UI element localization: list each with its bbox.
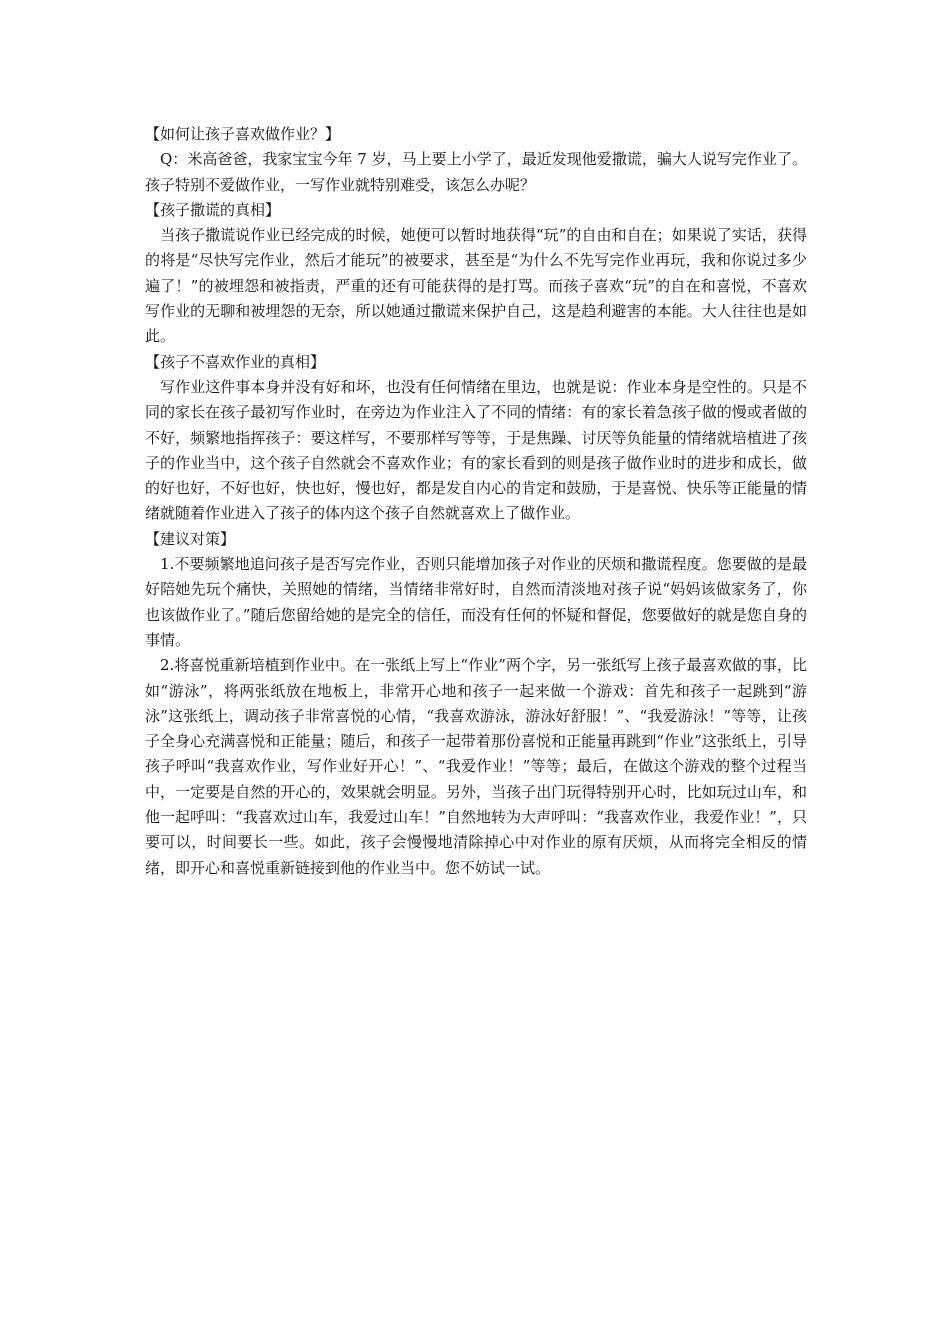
section-heading-lying-truth: 【孩子撒谎的真相】 — [145, 200, 281, 219]
lying-truth-paragraph: 当孩子撒谎说作业已经完成的时候，她便可以暂时地获得“玩”的自由和自在；如果说了实话，获得的将是“尽快写完作业，然后才能玩”的被要求，甚至是“为什么不先写完作业再玩，我和你说过多少遍了！”的被埋怨和被指责，严重的还有可能获得的是打骂。而孩子喜欢“玩”的自在和喜悦，不喜欢写作业的无聊和被埋怨的无奈，所以她通过撒谎来保护自己，这是趋利避害的本能。大人往往也是如此。 — [145, 226, 807, 346]
suggestion-paragraph-2: 2.将喜悦重新培植到作业中。在一张纸上写上“作业”两个字，另一张纸写上孩子最喜欢做的事，比如“游泳”，将两张纸放在地板上，非常开心地和孩子一起来做一个游戏：首先和孩子一起跳到“游泳”这张纸上，调动孩子非常喜悦的心情，“我喜欢游泳，游泳好舒服！”、“我爱游泳！”等等，让孩子全身心充满喜悦和正能量；随后，和孩子一起带着那份喜悦和正能量再跳到“作业”这张纸上，引导孩子呼叫“我喜欢作业，写作业好开心！”、“我爱作业！”等等；最后，在做这个游戏的整个过程当中，一定要是自然的开心的，效果就会明显。另外，当孩子出门玩得特别开心时，比如玩过山车，和他一起呼叫：“我喜欢过山车，我爱过山车！”自然地转为大声呼叫：“我喜欢作业，我爱作业！”，只要可以，时间要长一些。如此，孩子会慢慢地清除掉心中对作业的原有厌烦，从而将完全相反的情绪，即开心和喜悦重新链接到他的作业当中。您不妨试一试。 — [145, 656, 807, 877]
dislike-truth-paragraph: 写作业这件事本身并没有好和坏，也没有任何情绪在里边，也就是说：作业本身是空性的。只是不同的家长在孩子最初写作业时，在旁边为作业注入了不同的情绪：有的家长着急孩子做的慢或者做的不好，频繁地指挥孩子：要这样写，不要那样写等等，于是焦躁、讨厌等负能量的情绪就培植进了孩子的作业当中，这个孩子自然就会不喜欢作业；有的家长看到的则是孩子做作业时的进步和成长，做的好也好，不好也好，快也好，慢也好，都是发自内心的肯定和鼓励，于是喜悦、快乐等正能量的情绪就随着作业进入了孩子的体内这个孩子自然就喜欢上了做作业。 — [145, 377, 807, 523]
question-paragraph: Q：米高爸爸，我家宝宝今年 7 岁，马上要上小学了，最近发现他爱撒谎，骗大人说写完作业了。孩子特别不爱做作业，一写作业就特别难受，该怎么办呢？ — [145, 150, 807, 194]
section-heading-dislike-truth: 【孩子不喜欢作业的真相】 — [145, 352, 326, 371]
section-heading-how-to: 【如何让孩子喜欢做作业？】 — [145, 125, 341, 143]
section-heading-suggestions: 【建议对策】 — [145, 529, 236, 548]
suggestion-paragraph-1: 1.不要频繁地追问孩子是否写完作业，否则只能增加孩子对作业的厌烦和撒谎程度。您要做的是最好陪她先玩个痛快，关照她的情绪，当情绪非常好时，自然而清淡地对孩子说“妈妈该做家务了，你也该做作业了。”随后您留给她的是完全的信任，而没有任何的怀疑和督促，您要做好的就是您自身的事情。 — [145, 555, 807, 649]
document-body — [145, 122, 807, 881]
